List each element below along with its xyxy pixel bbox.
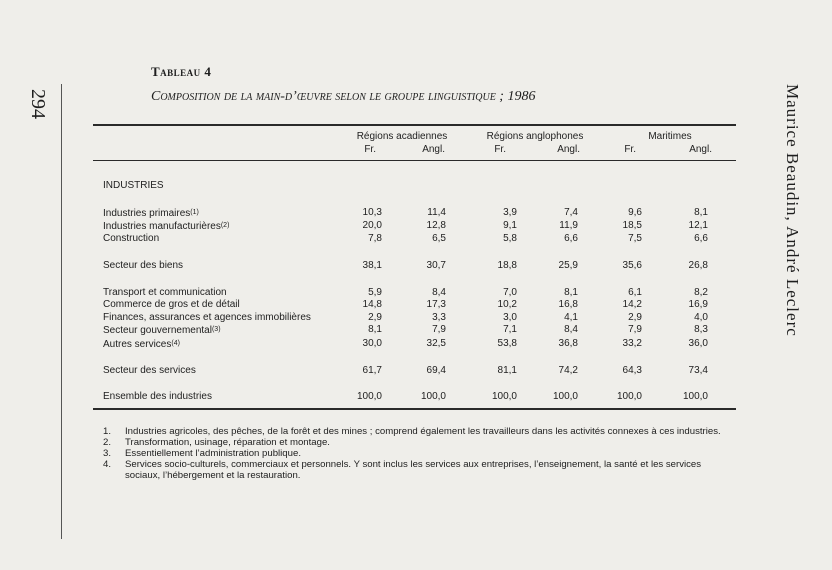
- row-label-text: Secteur des biens: [103, 260, 184, 271]
- table-cell: 33,2: [622, 338, 642, 349]
- table-cell: 11,4: [427, 207, 446, 218]
- table-cell: 100,0: [616, 391, 642, 402]
- footnotes: [103, 426, 733, 481]
- table-cell: 12,1: [688, 220, 708, 231]
- column-header: Angl.: [422, 144, 445, 155]
- table-cell: 8,1: [368, 324, 382, 335]
- row-label-text: Transport et communication: [103, 287, 227, 298]
- table-cell: 6,6: [694, 233, 708, 244]
- section-label: INDUSTRIES: [103, 180, 164, 191]
- table-cell: 7,4: [564, 207, 578, 218]
- table-cell: 2,9: [368, 312, 382, 323]
- table-cell: 64,3: [622, 365, 642, 376]
- table-cell: 7,8: [368, 233, 382, 244]
- table-caption: Composition de la main-d’œuvre selon le groupe linguistique ; 1986: [151, 89, 536, 104]
- table-cell: 7,9: [432, 324, 446, 335]
- row-label: [103, 220, 229, 233]
- table-cell: 100,0: [552, 391, 578, 402]
- table-cell: 8,4: [432, 287, 446, 298]
- table-cell: 81,1: [497, 365, 517, 376]
- table-cell: 36,8: [558, 338, 578, 349]
- footnote-marker: (2): [220, 222, 230, 229]
- footnote: [103, 426, 733, 437]
- row-label: [103, 365, 196, 377]
- row-label: [103, 324, 221, 337]
- table-cell: 16,9: [688, 299, 708, 310]
- table-cell: 20,0: [362, 220, 382, 231]
- table-cell: 7,1: [503, 324, 517, 335]
- table-cell: 14,2: [622, 299, 642, 310]
- table-bottom-rule: [93, 408, 736, 410]
- row-label: [103, 287, 227, 299]
- table-cell: 25,9: [558, 260, 578, 271]
- table-cell: 35,6: [622, 260, 642, 271]
- footnote-marker: (3): [211, 326, 221, 333]
- table-cell: 6,5: [432, 233, 446, 244]
- row-label-text: Construction: [103, 233, 160, 244]
- table-cell: 12,8: [426, 220, 446, 231]
- table-cell: 3,9: [503, 207, 517, 218]
- table-cell: 6,6: [564, 233, 578, 244]
- table-cell: 2,9: [628, 312, 642, 323]
- row-label: [103, 338, 180, 351]
- row-label: [103, 312, 311, 324]
- header-bottom-rule: [93, 160, 736, 161]
- footnote: [103, 448, 733, 459]
- footnote-text: Transformation, usinage, réparation et montage.: [125, 437, 330, 448]
- table-cell: 32,5: [426, 338, 446, 349]
- table-cell: 38,1: [362, 260, 382, 271]
- row-label: [103, 391, 212, 403]
- table-cell: 3,0: [503, 312, 517, 323]
- table-cell: 5,9: [368, 287, 382, 298]
- table-cell: 73,4: [688, 365, 708, 376]
- table-cell: 10,2: [497, 299, 517, 310]
- table-cell: 9,6: [628, 207, 642, 218]
- table-top-rule: [93, 124, 736, 126]
- table-cell: 7,9: [628, 324, 642, 335]
- table-cell: 53,8: [497, 338, 517, 349]
- table-cell: 61,7: [362, 365, 382, 376]
- group-header: Régions acadiennes: [356, 131, 448, 142]
- table-cell: 69,4: [426, 365, 446, 376]
- table-cell: 18,8: [497, 260, 517, 271]
- table-cell: 3,3: [432, 312, 446, 323]
- table-cell: 17,3: [426, 299, 446, 310]
- row-label-text: Autres services: [103, 339, 172, 350]
- footnote-number: 4.: [103, 459, 112, 470]
- footnote-number: 2.: [103, 437, 112, 448]
- table-cell: 7,0: [503, 287, 517, 298]
- row-label-text: Industries primaires: [103, 208, 191, 219]
- row-label: [103, 299, 240, 311]
- row-label-text: Finances, assurances et agences immobilières: [103, 312, 311, 323]
- footnote: [103, 459, 733, 481]
- table-cell: 100,0: [420, 391, 446, 402]
- row-label-text: Ensemble des industries: [103, 391, 212, 402]
- table-cell: 8,1: [564, 287, 578, 298]
- row-label-text: Secteur des services: [103, 365, 196, 376]
- row-label: [103, 207, 199, 220]
- table-cell: 100,0: [356, 391, 382, 402]
- table-cell: 9,1: [503, 220, 517, 231]
- column-header: Fr.: [624, 144, 636, 155]
- table-cell: 8,2: [694, 287, 708, 298]
- table-cell: 8,3: [694, 324, 708, 335]
- table-cell: 100,0: [491, 391, 517, 402]
- table-cell: 26,8: [688, 260, 708, 271]
- row-label: [103, 260, 183, 272]
- table-cell: 18,5: [622, 220, 642, 231]
- row-label-text: Secteur gouvernemental: [103, 325, 212, 336]
- table-cell: 100,0: [682, 391, 708, 402]
- column-header: Fr.: [494, 144, 506, 155]
- table-cell: 10,3: [362, 207, 382, 218]
- table-title: Tableau 4: [151, 64, 212, 79]
- footnote-text: Essentiellement l’administration publique.: [125, 448, 301, 459]
- group-header: Régions anglophones: [486, 131, 584, 142]
- table-cell: 30,0: [362, 338, 382, 349]
- column-header: Fr.: [364, 144, 376, 155]
- row-label-text: Industries manufacturières: [103, 221, 221, 232]
- table-cell: 8,1: [694, 207, 708, 218]
- footnote-number: 3.: [103, 448, 112, 459]
- running-head: Maurice Beaudin, André Leclerc: [783, 84, 802, 337]
- table-cell: 7,5: [628, 233, 642, 244]
- group-header: Maritimes: [648, 131, 692, 142]
- table-cell: 8,4: [564, 324, 578, 335]
- table-cell: 5,8: [503, 233, 517, 244]
- table-cell: 4,1: [564, 312, 578, 323]
- table-cell: 30,7: [426, 260, 446, 271]
- page-number: 294: [27, 89, 49, 119]
- footnote-number: 1.: [103, 426, 112, 437]
- footnote: [103, 437, 733, 448]
- footnote-text: Industries agricoles, des pêches, de la forêt et des mines ; comprend également les travailleurs dans les activités connexes à ces industries.: [125, 426, 721, 437]
- footnote-marker: (1): [190, 209, 199, 216]
- row-label-text: Commerce de gros et de détail: [103, 299, 240, 310]
- margin-rule: [61, 84, 62, 539]
- table-cell: 6,1: [628, 287, 642, 298]
- footnote-text: Services socio-culturels, commerciaux et personnels. Y sont inclus les services aux entreprises, l’enseignement, la santé et les services sociaux, l’hébergement et la restauration.: [125, 459, 702, 481]
- column-header: Angl.: [557, 144, 580, 155]
- row-label: [103, 233, 159, 245]
- table-cell: 74,2: [558, 365, 578, 376]
- table-cell: 16,8: [558, 299, 578, 310]
- table-cell: 4,0: [694, 312, 708, 323]
- table-cell: 11,9: [559, 220, 578, 231]
- table-cell: 36,0: [688, 338, 708, 349]
- column-header: Angl.: [689, 144, 712, 155]
- table-cell: 14,8: [362, 299, 382, 310]
- footnote-marker: (4): [171, 340, 180, 347]
